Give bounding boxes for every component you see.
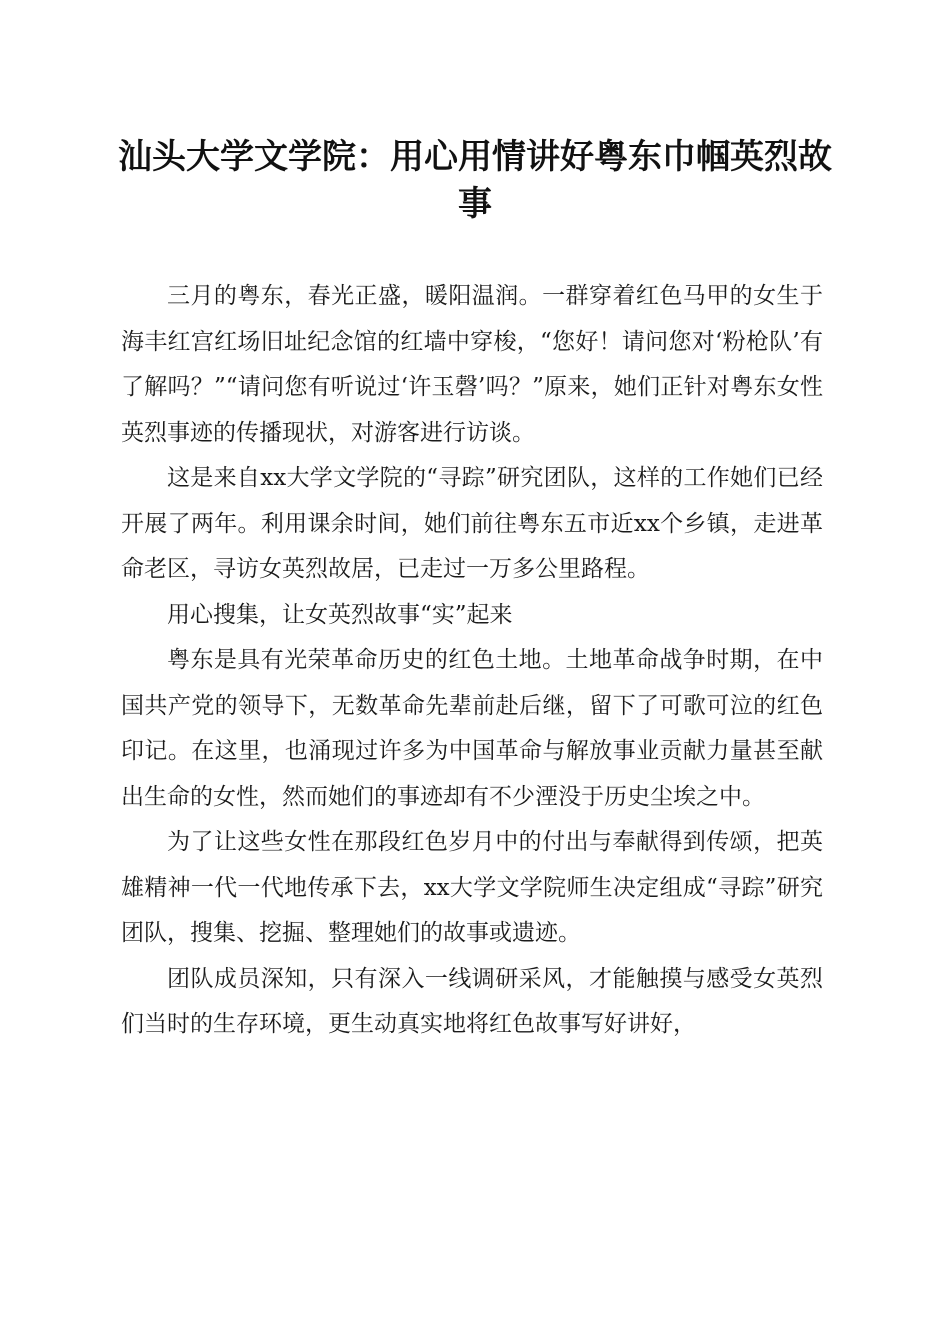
paragraph-fieldwork: 团队成员深知，只有深入一线调研采风，才能触摸与感受女英烈们当时的生存环境，更生动真实地将红色故事写好讲好， (121, 965, 823, 1037)
document-body (121, 274, 823, 1048)
paragraph-purpose: 为了让这些女性在那段红色岁月中的付出与奉献得到传颂，把英雄精神一代一代地传承下去，xx大学文学院师生决定组成“寻踪”研究团队，搜集、挖掘、整理她们的故事或遗迹。 (121, 829, 823, 946)
paragraph-history: 粤东是具有光荣革命历史的红色土地。土地革命战争时期，在中国共产党的领导下，无数革命先辈前赴后继，留下了可歌可泣的红色印记。在这里，也涌现过许多为中国革命与解放事业贡献力量甚至献出生命的女性，然而她们的事迹却有不少湮没于历史尘埃之中。 (121, 647, 823, 810)
paragraph-team: 这是来自xx大学文学院的“寻踪”研究团队，这样的工作她们已经开展了两年。利用课余时间，她们前往粤东五市近xx个乡镇，走进革命老区，寻访女英烈故居，已走过一万多公里路程。 (121, 465, 823, 582)
document-title: 汕头大学文学院：用心用情讲好粤东巾帼英烈故事 (118, 137, 832, 224)
paragraph-intro: 三月的粤东，春光正盛，暖阳温润。一群穿着红色马甲的女生于海丰红宫红场旧址纪念馆的红墙中穿梭，“您好！请问您对‘粉枪队’有了解吗？”“请问您有听说过‘许玉磬’吗？”原来，她们正针对粤东女性英烈事迹的传播现状，对游客进行访谈。 (121, 283, 823, 446)
section-heading: 用心搜集，让女英烈故事“实”起来 (167, 601, 513, 628)
